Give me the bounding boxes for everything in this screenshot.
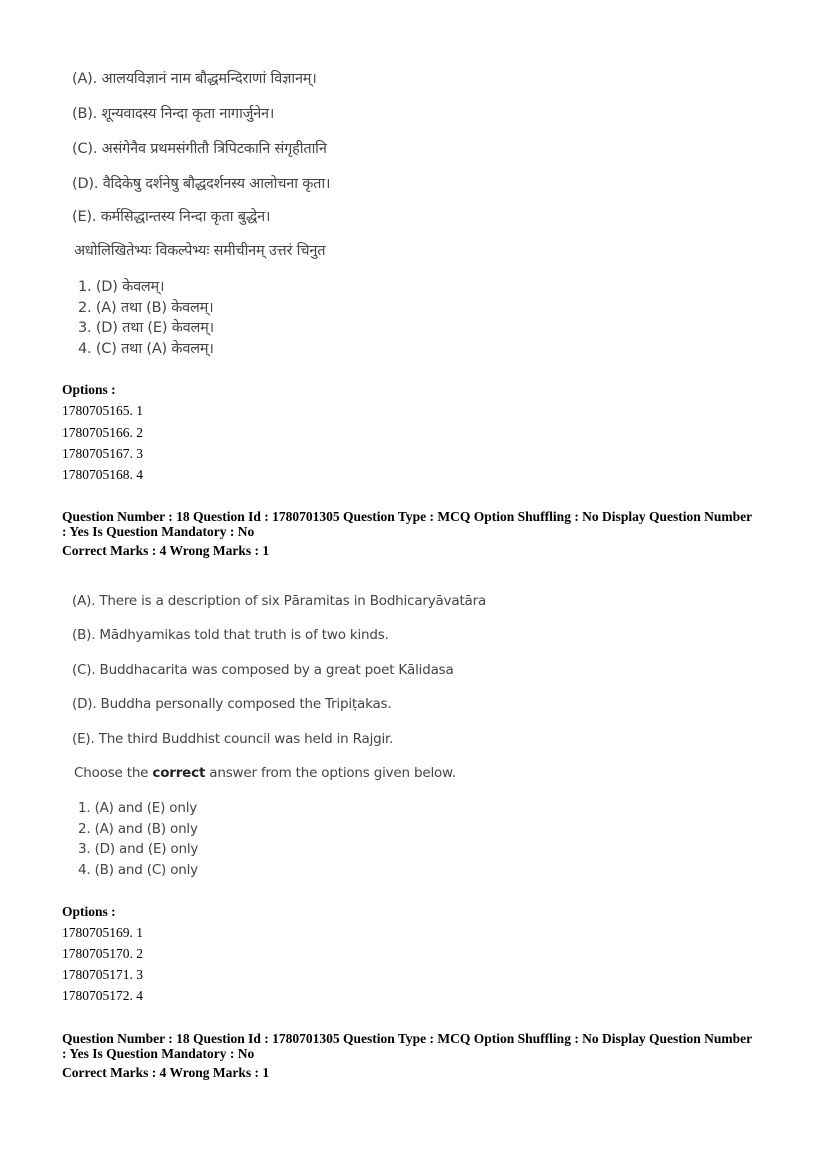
english-statement-d: (D). Buddha personally composed the Tripiṭakas. [72,696,392,712]
hindi-statement-b: (B). शून्यवादस्य निन्दा कृता नागार्जुनेन। [72,106,275,122]
option-item: 1780705165. 1 [62,403,143,418]
question-meta-line2: : Yes Is Question Mandatory : No [62,1046,255,1061]
option-item: 1780705166. 2 [62,425,143,440]
hindi-statement-e: (E). कर्मसिद्धान्तस्य निन्दा कृता बुद्धेन। [72,209,271,225]
english-choice-2: 2. (A) and (B) only [78,821,198,837]
hindi-choice-2: 2. (A) तथा (B) केवलम्। [78,300,214,316]
hindi-choice-3: 3. (D) तथा (E) केवलम्। [78,320,214,336]
option-item: 1780705170. 2 [62,946,143,961]
hindi-statement-d: (D). वैदिकेषु दर्शनेषु बौद्धदर्शनस्य आलोचना कृता। [72,176,331,192]
question-marks: Correct Marks : 4 Wrong Marks : 1 [62,1065,270,1080]
english-statement-c: (C). Buddhacarita was composed by a great poet Kālidasa [72,662,454,678]
options-heading: Options : [62,382,116,397]
option-item: 1780705172. 4 [62,988,143,1003]
english-choice-3: 3. (D) and (E) only [78,841,199,857]
hindi-instruction: अधोलिखितेभ्यः विकल्पेभ्यः समीचीनम् उत्तरं चिनुत [74,243,326,259]
hindi-question-image [72,60,752,360]
hindi-statement-c: (C). असंगेनैव प्रथमसंगीतौ त्रिपिटकानि संगृहीतानि [72,141,327,157]
options-heading: Options : [62,904,116,919]
english-choice-4: 4. (B) and (C) only [78,862,198,878]
option-item: 1780705167. 3 [62,446,143,461]
english-statement-b: (B). Mādhyamikas told that truth is of two kinds. [72,627,389,643]
english-question-image [72,585,752,885]
option-item: 1780705169. 1 [62,925,143,940]
question-meta-line2: : Yes Is Question Mandatory : No [62,524,255,539]
question-meta-line1: Question Number : 18 Question Id : 1780701305 Question Type : MCQ Option Shuffling : No Display Question Number [62,509,753,524]
english-choice-1: 1. (A) and (E) only [78,800,198,816]
question-marks: Correct Marks : 4 Wrong Marks : 1 [62,543,270,558]
english-instruction: Choose the correct answer from the options given below. [74,765,456,781]
english-statement-e: (E). The third Buddhist council was held in Rajgir. [72,731,394,747]
question-meta-line1: Question Number : 18 Question Id : 1780701305 Question Type : MCQ Option Shuffling : No Display Question Number [62,1031,753,1046]
option-item: 1780705171. 3 [62,967,143,982]
option-item: 1780705168. 4 [62,467,143,482]
hindi-statement-a: (A). आलयविज्ञानं नाम बौद्धमन्दिराणां विज्ञानम्। [72,71,317,87]
hindi-choice-1: 1. (D) केवलम्। [78,279,165,295]
english-statement-a: (A). There is a description of six Pāramitas in Bodhicaryāvatāra [72,593,487,609]
hindi-choice-4: 4. (C) तथा (A) केवलम्। [78,341,214,357]
